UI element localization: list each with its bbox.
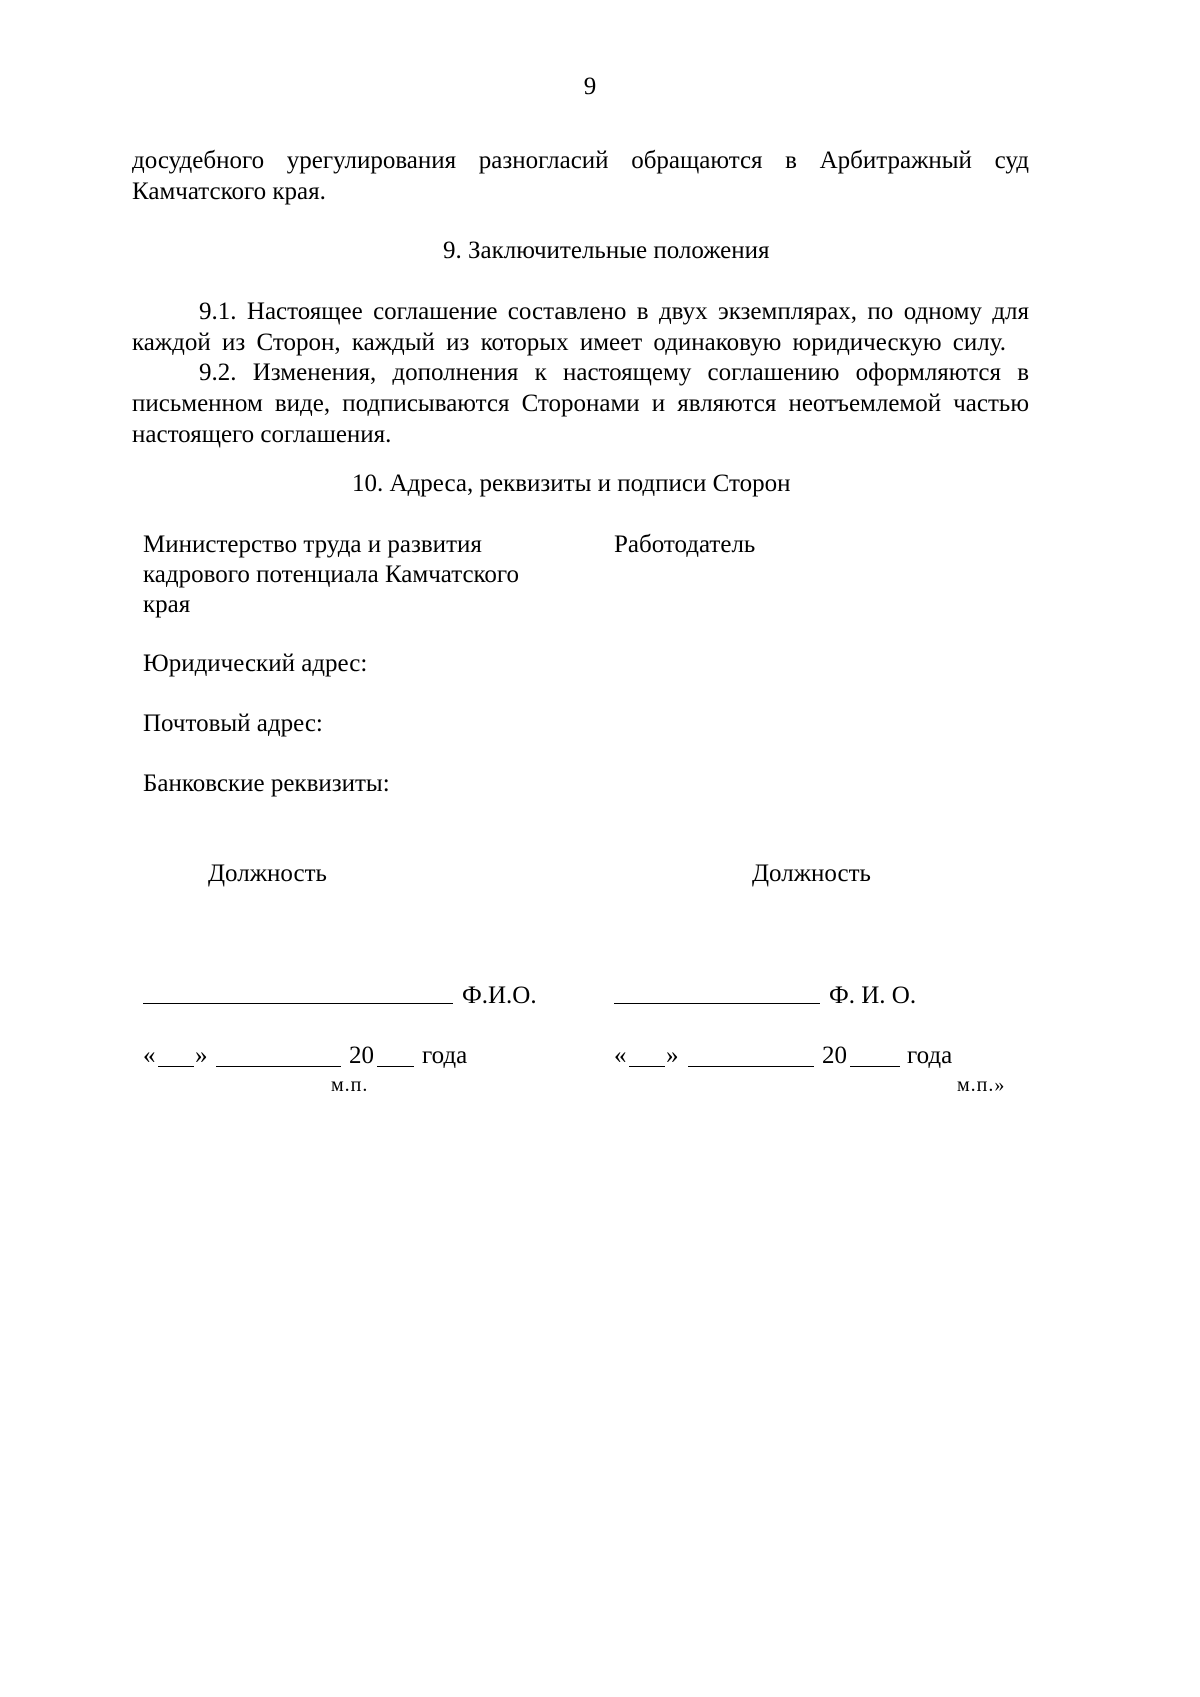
right-party-name: Работодатель: [614, 531, 756, 558]
right-signature-line: [614, 1003, 820, 1004]
left-year-prefix: 20: [349, 1042, 374, 1069]
left-party-name-line-3: края: [143, 591, 191, 618]
clause-9-1-line-1: 9.1. Настоящее соглашение составлено в двух экземплярах, по одному для: [199, 298, 1029, 325]
intro-line-1: досудебного урегулирования разногласий обращаются в Арбитражный суд: [132, 147, 1029, 174]
right-stamp-label: м.п.»: [957, 1074, 1006, 1096]
left-signature-line: [143, 1003, 453, 1004]
right-month-blank: [688, 1066, 814, 1067]
left-year-suffix: года: [422, 1042, 468, 1069]
page-number: 9: [583, 73, 597, 100]
right-day-blank: [629, 1066, 665, 1067]
right-date-close-quote: »: [666, 1042, 679, 1069]
clause-9-2-line-2: письменном виде, подписываются Сторонами и являются неотъемлемой частью: [132, 390, 1029, 417]
left-year-blank: [377, 1066, 414, 1067]
left-day-blank: [158, 1066, 194, 1067]
left-fio-label: Ф.И.О.: [462, 982, 537, 1009]
clause-9-2-line-3: настоящего соглашения.: [132, 421, 392, 448]
clause-9-2-line-1: 9.2. Изменения, дополнения к настоящему соглашению оформляются в: [199, 359, 1029, 386]
right-year-blank: [850, 1066, 900, 1067]
section-10-heading: 10. Адреса, реквизиты и подписи Сторон: [352, 470, 791, 497]
postal-address-label: Почтовый адрес:: [143, 710, 323, 737]
left-stamp-label: м.п.: [331, 1074, 369, 1096]
left-date-close-quote: »: [195, 1042, 208, 1069]
right-position-label: Должность: [752, 860, 871, 887]
left-month-blank: [216, 1066, 341, 1067]
right-year-prefix: 20: [822, 1042, 847, 1069]
clause-9-1-line-2: каждой из Сторон, каждый из которых имеет одинаковую юридическую силу.: [132, 329, 1006, 356]
intro-line-2: Камчатского края.: [132, 178, 326, 205]
left-date-open-quote: «: [143, 1042, 156, 1069]
right-date-open-quote: «: [614, 1042, 627, 1069]
section-9-heading: 9. Заключительные положения: [443, 237, 770, 264]
left-party-name-line-1: Министерство труда и развития: [143, 531, 482, 558]
bank-details-label: Банковские реквизиты:: [143, 770, 390, 797]
legal-address-label: Юридический адрес:: [143, 650, 368, 677]
left-party-name-line-2: кадрового потенциала Камчатского: [143, 561, 520, 588]
right-fio-label: Ф. И. О.: [829, 982, 917, 1009]
left-position-label: Должность: [208, 860, 327, 887]
right-year-suffix: года: [907, 1042, 953, 1069]
